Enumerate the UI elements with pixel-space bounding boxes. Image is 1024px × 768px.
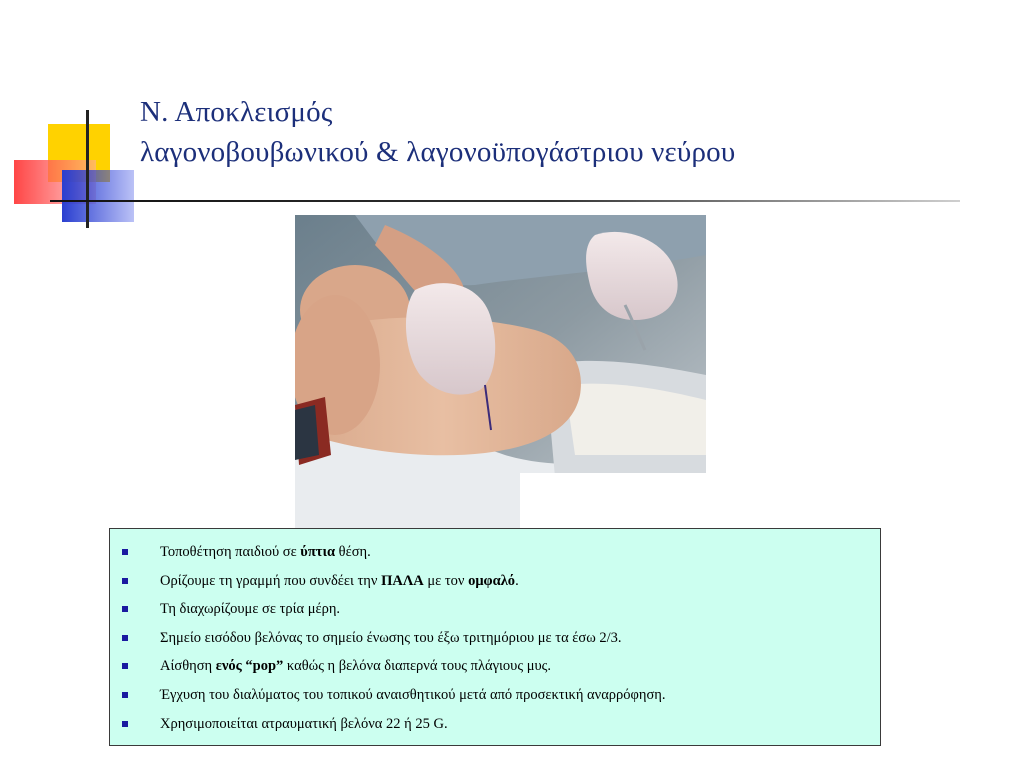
- title-underline: [50, 200, 960, 202]
- decor-blue-square: [62, 170, 134, 222]
- procedure-steps-box: [109, 528, 881, 746]
- list-item: [122, 624, 880, 653]
- list-item-text: θέση.: [335, 544, 371, 560]
- list-item-text: .: [515, 572, 519, 589]
- square-bullet-icon: [122, 606, 128, 612]
- slide-title-line-1: Ν. Αποκλεισμός: [140, 96, 333, 128]
- decorative-corner-graphic: [0, 0, 160, 240]
- list-item-text: Χρησιμοποιείται ατραυματική βελόνα 22 ή 25 G.: [160, 715, 448, 732]
- list-item-emphasis: ενός “pop”: [215, 658, 284, 675]
- slide-title-line-2: λαγονοβουβωνικού & λαγονοϋπογάστριου νεύρου: [140, 136, 736, 168]
- list-item-text: Αίσθηση: [160, 658, 216, 675]
- list-item: [122, 710, 880, 739]
- list-item: [122, 567, 880, 596]
- square-bullet-icon: [122, 635, 128, 641]
- list-item-text: Ορίζουμε τη γραμμή που συνδέει την: [160, 572, 382, 589]
- procedure-photo: [295, 215, 706, 528]
- procedure-steps-list: [110, 529, 880, 738]
- square-bullet-icon: [122, 692, 128, 698]
- square-bullet-icon: [122, 721, 128, 727]
- list-item-emphasis: ομφαλό: [468, 572, 516, 589]
- list-item-text: Τοποθέτηση παιδιού σε: [160, 544, 301, 560]
- list-item-text: Σημείο εισόδου βελόνας το σημείο ένωσης του έξω τριτημόριου με τα έσω 2/3.: [160, 629, 622, 646]
- list-item-emphasis: ύπτια: [300, 544, 336, 560]
- list-item-text: με τον: [423, 572, 469, 589]
- list-item-text: Έγχυση του διαλύματος του τοπικού αναισθητικού μετά από προσεκτική αναρρόφηση.: [160, 686, 666, 703]
- list-item-text: καθώς η βελόνα διαπερνά τους πλάγιους μυς.: [283, 658, 552, 675]
- list-item: [122, 652, 880, 681]
- slide-title: [140, 92, 735, 172]
- square-bullet-icon: [122, 663, 128, 669]
- list-item: [122, 595, 880, 624]
- list-item: [122, 681, 880, 710]
- list-item: [122, 538, 880, 567]
- square-bullet-icon: [122, 549, 128, 555]
- decor-vertical-line: [86, 110, 89, 228]
- list-item-emphasis: ΠΑΛΑ: [381, 572, 424, 589]
- square-bullet-icon: [122, 578, 128, 584]
- list-item-text: Τη διαχωρίζουμε σε τρία μέρη.: [160, 601, 341, 618]
